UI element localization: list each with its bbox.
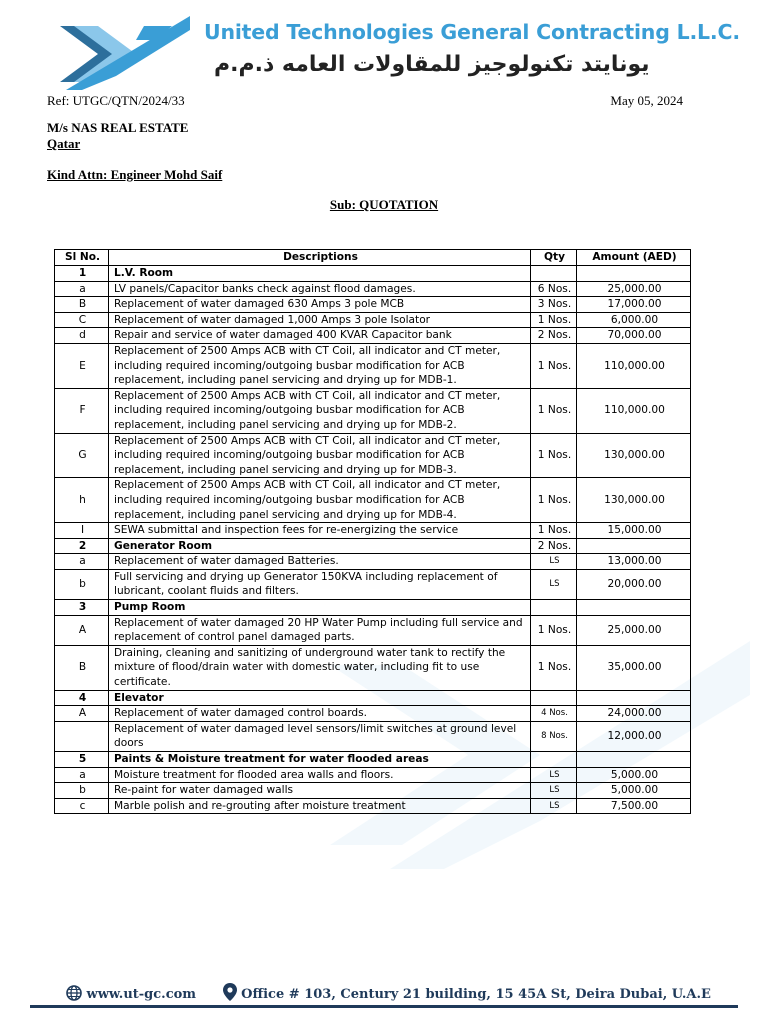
row-description: Generator Room bbox=[109, 538, 531, 554]
company-logo bbox=[52, 14, 192, 90]
row-qty bbox=[531, 752, 577, 768]
row-sl: G bbox=[55, 433, 109, 478]
table-row bbox=[55, 433, 691, 478]
row-qty: 1 Nos. bbox=[531, 523, 577, 539]
row-sl: h bbox=[55, 478, 109, 523]
footer-website-link[interactable]: www.ut-gc.com bbox=[86, 987, 197, 1002]
row-description: LV panels/Capacitor banks check against flood damages. bbox=[109, 281, 531, 297]
table-row bbox=[55, 752, 691, 768]
row-description: Replacement of water damaged 630 Amps 3 pole MCB bbox=[109, 297, 531, 313]
row-description: SEWA submittal and inspection fees for re-energizing the service bbox=[109, 523, 531, 539]
row-description: Replacement of water damaged level sensors/limit switches at ground level doors bbox=[109, 721, 531, 751]
row-qty: LS bbox=[531, 554, 577, 570]
row-description: Full servicing and drying up Generator 150KVA including replacement of lubricant, coolant fluids and filters. bbox=[109, 569, 531, 599]
row-amount bbox=[577, 266, 691, 282]
company-name-arabic: يونايتد تكنولوجيز للمقاولات العامه ذ.م.م bbox=[214, 52, 650, 77]
reference-number: Ref: UTGC/QTN/2024/33 bbox=[47, 93, 185, 108]
table-row bbox=[55, 600, 691, 616]
location-pin-icon bbox=[223, 983, 237, 1001]
table-row bbox=[55, 615, 691, 645]
row-sl: a bbox=[55, 554, 109, 570]
row-description: Replacement of water damaged 20 HP Water Pump including full service and replacement of control panel damaged parts. bbox=[109, 615, 531, 645]
row-amount bbox=[577, 690, 691, 706]
table-row bbox=[55, 554, 691, 570]
table-row bbox=[55, 312, 691, 328]
row-qty: 1 Nos. bbox=[531, 312, 577, 328]
row-description: Replacement of water damaged 1,000 Amps 3 pole Isolator bbox=[109, 312, 531, 328]
quotation-table bbox=[54, 249, 691, 814]
row-description: Replacement of 2500 Amps ACB with CT Coil, all indicator and CT meter, including required incoming/outgoing busbar modification for ACB replacement, including panel servicing and drying up for MDB-4. bbox=[109, 478, 531, 523]
row-amount: 110,000.00 bbox=[577, 388, 691, 433]
row-description: L.V. Room bbox=[109, 266, 531, 282]
table-row bbox=[55, 690, 691, 706]
table-row bbox=[55, 538, 691, 554]
row-amount: 17,000.00 bbox=[577, 297, 691, 313]
row-sl: c bbox=[55, 798, 109, 814]
row-description: Replacement of water damaged control boards. bbox=[109, 706, 531, 722]
table-row bbox=[55, 706, 691, 722]
row-description: Pump Room bbox=[109, 600, 531, 616]
row-sl: a bbox=[55, 767, 109, 783]
row-description: Elevator bbox=[109, 690, 531, 706]
row-amount: 20,000.00 bbox=[577, 569, 691, 599]
table-row bbox=[55, 783, 691, 799]
table-header-row bbox=[55, 250, 691, 266]
row-sl: F bbox=[55, 388, 109, 433]
row-sl: 2 bbox=[55, 538, 109, 554]
row-amount: 12,000.00 bbox=[577, 721, 691, 751]
row-qty bbox=[531, 600, 577, 616]
row-sl bbox=[55, 721, 109, 751]
row-description: Repair and service of water damaged 400 KVAR Capacitor bank bbox=[109, 328, 531, 344]
row-amount: 35,000.00 bbox=[577, 645, 691, 690]
row-amount: 130,000.00 bbox=[577, 478, 691, 523]
row-description: Replacement of 2500 Amps ACB with CT Coil, all indicator and CT meter, including required incoming/outgoing busbar modification for ACB replacement, including panel servicing and drying up for MDB-1. bbox=[109, 343, 531, 388]
row-description: Replacement of 2500 Amps ACB with CT Coil, all indicator and CT meter, including required incoming/outgoing busbar modification for ACB replacement, including panel servicing and drying up for MDB-3. bbox=[109, 433, 531, 478]
table-row bbox=[55, 266, 691, 282]
table-row bbox=[55, 343, 691, 388]
row-qty: 1 Nos. bbox=[531, 433, 577, 478]
row-sl: 3 bbox=[55, 600, 109, 616]
row-amount: 24,000.00 bbox=[577, 706, 691, 722]
row-amount: 5,000.00 bbox=[577, 767, 691, 783]
row-sl: B bbox=[55, 645, 109, 690]
row-qty: 4 Nos. bbox=[531, 706, 577, 722]
row-sl: I bbox=[55, 523, 109, 539]
row-amount: 130,000.00 bbox=[577, 433, 691, 478]
row-description: Marble polish and re-grouting after moisture treatment bbox=[109, 798, 531, 814]
table-row bbox=[55, 767, 691, 783]
row-amount: 70,000.00 bbox=[577, 328, 691, 344]
row-sl: 4 bbox=[55, 690, 109, 706]
row-amount: 7,500.00 bbox=[577, 798, 691, 814]
row-qty: LS bbox=[531, 767, 577, 783]
table-row bbox=[55, 645, 691, 690]
row-amount bbox=[577, 752, 691, 768]
footer-office-address: Office # 103, Century 21 building, 15 45A St, Deira Dubai, U.A.E bbox=[241, 987, 711, 1002]
company-name-english: United Technologies General Contracting L.L.C. bbox=[204, 20, 740, 44]
table-row bbox=[55, 569, 691, 599]
row-sl: A bbox=[55, 706, 109, 722]
row-sl: b bbox=[55, 783, 109, 799]
table-row bbox=[55, 328, 691, 344]
row-sl: d bbox=[55, 328, 109, 344]
row-qty bbox=[531, 690, 577, 706]
table-row bbox=[55, 523, 691, 539]
header-sl-no: Sl No. bbox=[55, 250, 109, 266]
row-sl: A bbox=[55, 615, 109, 645]
attention-line: Kind Attn: Engineer Mohd Saif bbox=[47, 167, 223, 182]
letter-date: May 05, 2024 bbox=[610, 93, 683, 108]
footer bbox=[66, 983, 711, 1002]
recipient-country: Qatar bbox=[47, 136, 81, 151]
row-amount: 6,000.00 bbox=[577, 312, 691, 328]
row-sl: E bbox=[55, 343, 109, 388]
row-description: Paints & Moisture treatment for water flooded areas bbox=[109, 752, 531, 768]
header-descriptions: Descriptions bbox=[109, 250, 531, 266]
row-description: Replacement of 2500 Amps ACB with CT Coil, all indicator and CT meter, including required incoming/outgoing busbar modification for ACB replacement, including panel servicing and drying up for MDB-2. bbox=[109, 388, 531, 433]
header-amount: Amount (AED) bbox=[577, 250, 691, 266]
table-row bbox=[55, 297, 691, 313]
row-qty: 8 Nos. bbox=[531, 721, 577, 751]
table-row bbox=[55, 388, 691, 433]
header-qty: Qty bbox=[531, 250, 577, 266]
row-qty: 1 Nos. bbox=[531, 343, 577, 388]
subject-line: Sub: QUOTATION bbox=[329, 197, 439, 212]
row-qty: 1 Nos. bbox=[531, 478, 577, 523]
row-sl: C bbox=[55, 312, 109, 328]
table-row bbox=[55, 281, 691, 297]
footer-divider bbox=[30, 1005, 738, 1008]
row-description: Re-paint for water damaged walls bbox=[109, 783, 531, 799]
row-qty: 2 Nos. bbox=[531, 538, 577, 554]
quotation-table-body bbox=[55, 266, 691, 814]
row-amount: 25,000.00 bbox=[577, 615, 691, 645]
row-sl: b bbox=[55, 569, 109, 599]
row-sl: 1 bbox=[55, 266, 109, 282]
row-sl: 5 bbox=[55, 752, 109, 768]
row-amount: 15,000.00 bbox=[577, 523, 691, 539]
row-description: Replacement of water damaged Batteries. bbox=[109, 554, 531, 570]
row-sl: B bbox=[55, 297, 109, 313]
globe-icon bbox=[66, 985, 82, 1001]
row-qty: LS bbox=[531, 798, 577, 814]
row-amount: 13,000.00 bbox=[577, 554, 691, 570]
row-qty bbox=[531, 266, 577, 282]
row-qty: 6 Nos. bbox=[531, 281, 577, 297]
row-qty: 1 Nos. bbox=[531, 645, 577, 690]
row-qty: 2 Nos. bbox=[531, 328, 577, 344]
row-amount bbox=[577, 600, 691, 616]
table-row bbox=[55, 478, 691, 523]
row-qty: 1 Nos. bbox=[531, 388, 577, 433]
row-amount bbox=[577, 538, 691, 554]
row-amount: 5,000.00 bbox=[577, 783, 691, 799]
row-qty: 3 Nos. bbox=[531, 297, 577, 313]
row-qty: 1 Nos. bbox=[531, 615, 577, 645]
row-qty: LS bbox=[531, 569, 577, 599]
row-amount: 110,000.00 bbox=[577, 343, 691, 388]
recipient-name: M/s NAS REAL ESTATE bbox=[47, 120, 189, 135]
row-description: Moisture treatment for flooded area walls and floors. bbox=[109, 767, 531, 783]
row-qty: LS bbox=[531, 783, 577, 799]
row-sl: a bbox=[55, 281, 109, 297]
table-row bbox=[55, 798, 691, 814]
row-amount: 25,000.00 bbox=[577, 281, 691, 297]
table-row bbox=[55, 721, 691, 751]
row-description: Draining, cleaning and sanitizing of underground water tank to rectify the mixture of flood/drain water with domestic water, including fit to use certificate. bbox=[109, 645, 531, 690]
